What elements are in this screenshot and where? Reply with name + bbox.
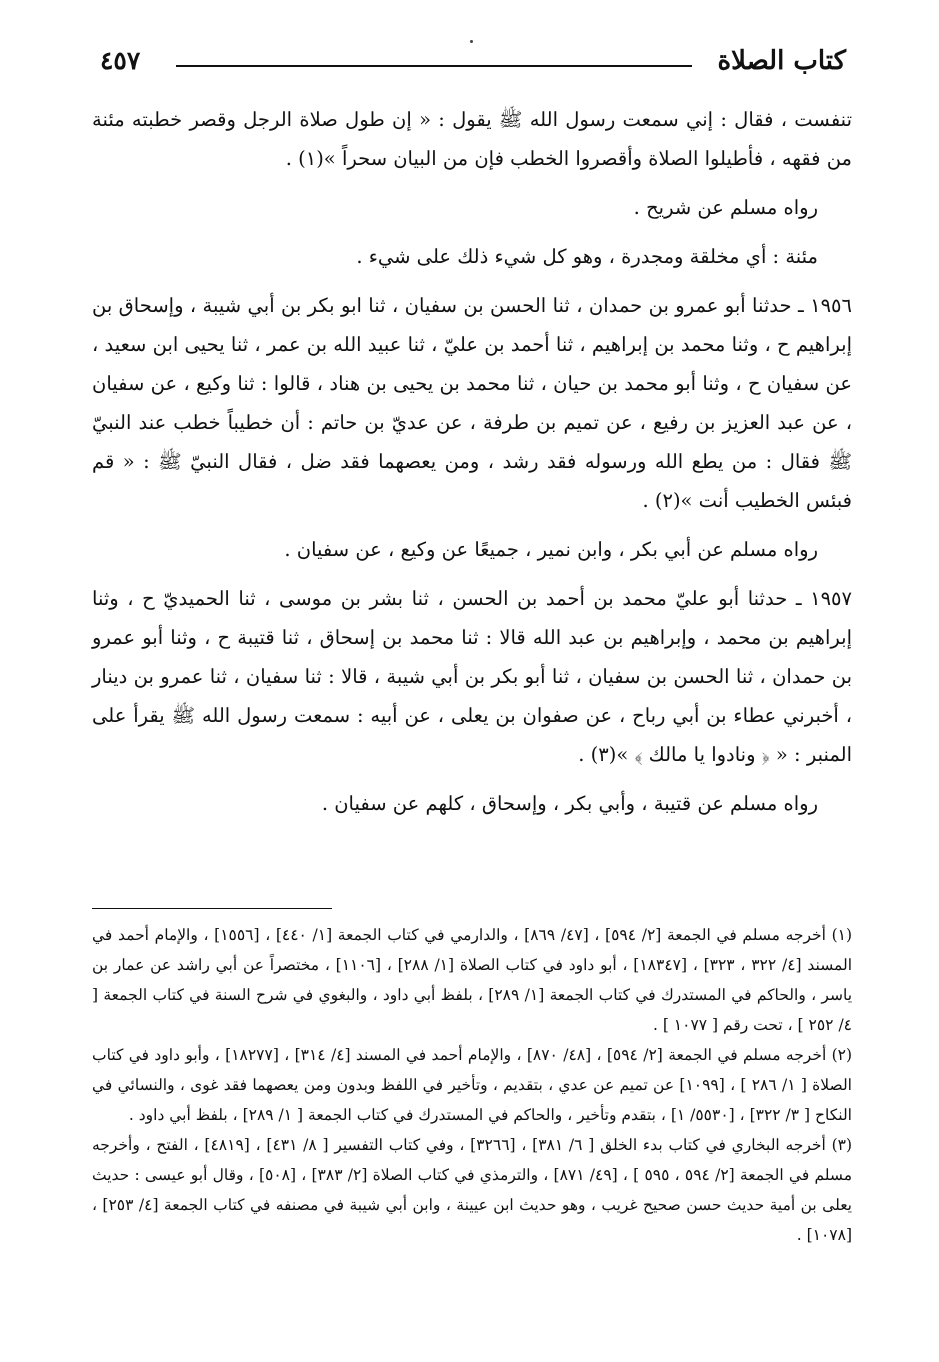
footnote-3: (٣) أخرجه البخاري في كتاب بدء الخلق [ ٦/ ٣٨١] ، [٣٢٦٦] ، وفي كتاب التفسير [ ٨/ ٤٣١] ، [٤٨١٩] ، الفتح ، وأخرجه مسلم في الجمعة [٢/ ٥٩٤ ، ٥٩٥ ] ، [٤٩/ ٨٧١] ، والترمذي في كتاب الصلاة [٢/ ٣٨٣] ، [٥٠٨] ، وقال أبو عيسى : حديث يعلى بن أمية حديث حسن صحيح غريب ، وهو حديث ابن عيينة ، وابن أبي شيبة في مصنفه في كتاب الجمعة [٤/ ٢٥٣] ، [١٠٧٨] . xyxy=(92,1136,853,1244)
hadith-1956: ١٩٥٦ ـ حدثنا أبو عمرو بن حمدان ، ثنا الحسن بن سفيان ، ثنا ابو بكر بن أبي شيبة ، وإسحاق بن إبراهيم ح ، وثنا محمد بن إبراهيم ، ثنا أحمد بن عليّ ، ثنا عبيد الله بن عمر ، ثنا يحيى ابن سعيد ، عن سفيان ح ، وثنا أبو محمد بن حيان ، ثنا محمد بن يحيى بن هناد ، قالوا : ثنا وكيع ، عن سفيان ، عن عبد العزيز بن رفيع ، عن تميم بن طرفة ، عن عديّ بن حاتم : أن خطيباً خطب عند النبيّ ﷺ فقال : من يطع الله ورسوله فقد رشد ، ومن يعصهما فقد ضل ، فقال النبيّ ﷺ : « قم فبئس الخطيب أنت »(٢) . xyxy=(92,294,852,512)
narration-note: رواه مسلم عن قتيبة ، وأبي بكر ، وإسحاق ، كلهم عن سفيان . xyxy=(321,792,818,815)
footnote-separator xyxy=(92,908,332,909)
book-page xyxy=(92,34,852,1334)
main-text xyxy=(92,100,852,823)
word-gloss: مئنة : أي مخلقة ومجدرة ، وهو كل شيء ذلك على شيء . xyxy=(356,245,818,268)
ink-speck xyxy=(470,40,473,43)
footnote-1: (١) أخرجه مسلم في الجمعة [٢/ ٥٩٤] ، [٤٧/ ٨٦٩] ، والدارمي في كتاب الجمعة [١/ ٤٤٠] ، [١٥٥٦] ، والإمام أحمد في المسند [٤/ ٣٢٢ ، ٣٢٣] ، [١٨٣٤٧] ، أبو داود في كتاب الصلاة [١/ ٢٨٨] ، [١١٠٦] ، مختصراً عن أبي راشد عن عمار بن ياسر ، والحاكم في المستدرك في كتاب الجمعة [١/ ٢٨٩] ، بلفظ أبي داود ، والبغوي في شرح السنة في كتاب الجمعة [ ٤/ ٢٥٢ ] ، تحت رقم [ ١٠٧٧ ] . xyxy=(92,926,853,1034)
header-rule xyxy=(176,65,692,67)
footnote-2: (٢) أخرجه مسلم في الجمعة [٢/ ٥٩٤] ، [٤٨/ ٨٧٠] ، والإمام أحمد في المسند [٤/ ٣١٤] ، [١٨٢٧٧] ، وأبو داود في كتاب الصلاة [ ١/ ٢٨٦ ] ، [١٠٩٩] عن تميم عن عدي ، بتقديم ، وتأخير في اللفظ وبدون ومن يعصهما فقد غوى ، والنسائي في النكاح [ ٣/ ٣٢٢] ، [٥٥٣٠/ ١] ، بتقدم وتأخير ، والحاكم في المستدرك في كتاب الجمعة [ ١/ ٢٨٩] ، بلفظ أبي داود . xyxy=(92,1046,853,1124)
page-header xyxy=(92,46,852,80)
narration-note: رواه مسلم عن شريح . xyxy=(633,196,818,219)
paragraph-continuation: تنفست ، فقال : إني سمعت رسول الله ﷺ يقول : « إن طول صلاة الرجل وقصر خطبته مئنة من فقهه ، فأطيلوا الصلاة وأقصروا الخطب فإن من البيان سحراً »(١) . xyxy=(92,108,852,170)
footnotes xyxy=(92,920,852,1250)
page-number: ٤٥٧ xyxy=(100,46,141,75)
narration-note: رواه مسلم عن أبي بكر ، وابن نمير ، جميعًا عن وكيع ، عن سفيان . xyxy=(284,538,818,561)
chapter-title: كتاب الصلاة xyxy=(717,46,846,76)
hadith-1957: ١٩٥٧ ـ حدثنا أبو عليّ محمد بن أحمد بن الحسن ، ثنا بشر بن موسى ، ثنا الحميديّ ح ، وثنا إبراهيم بن محمد ، وإبراهيم بن عبد الله قالا : ثنا محمد بن إسحاق ، ثنا قتيبة ح ، وثنا أبو عمرو بن حمدان ، ثنا الحسن بن سفيان ، ثنا أبو بكر بن أبي شيبة ، قالا : ثنا سفيان ، ثنا عمرو بن دينار ، أخبرني عطاء بن أبي رباح ، عن صفوان بن يعلى ، عن أبيه : سمعت رسول الله ﷺ يقرأ على المنبر : « ﴿ ونادوا يا مالك ﴾ »(٣) . xyxy=(92,587,852,766)
